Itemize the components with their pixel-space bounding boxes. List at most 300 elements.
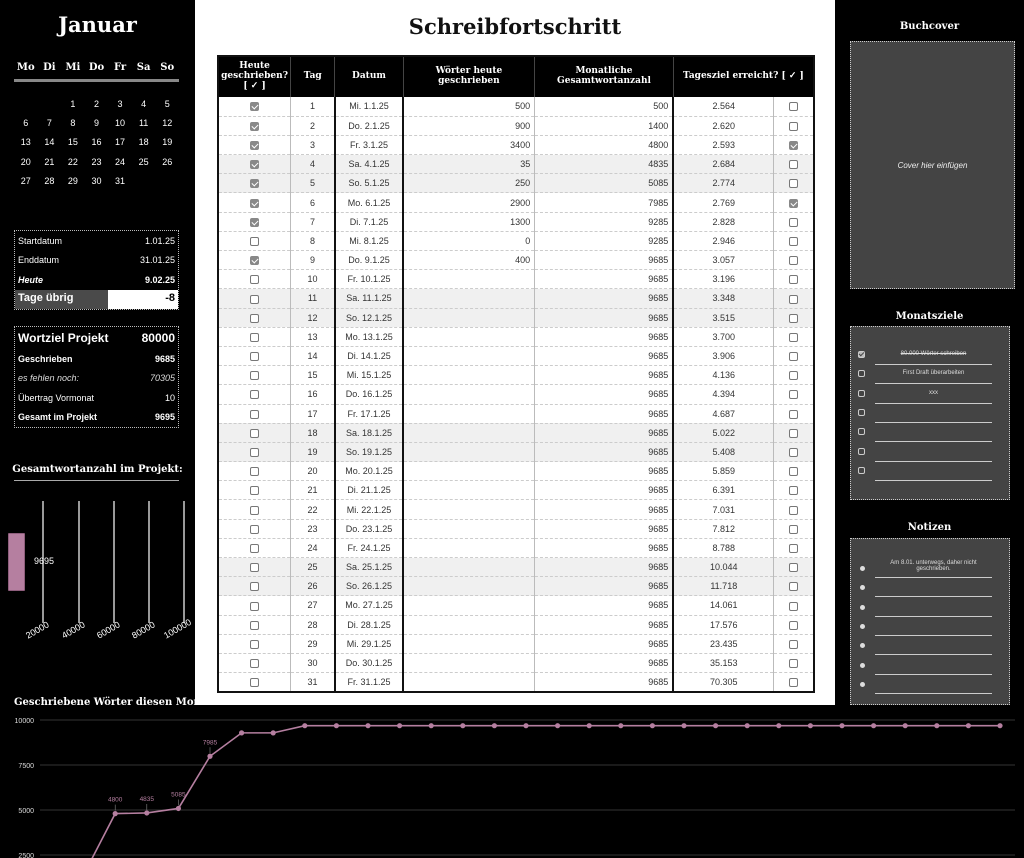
project-goal-value[interactable]: 80000	[141, 331, 175, 345]
daily-goal-cell: 14.061	[673, 596, 773, 615]
written-today-cell	[218, 404, 291, 423]
written-today-checkbox[interactable]	[250, 199, 259, 208]
data-point	[839, 723, 844, 728]
words-today-cell[interactable]	[403, 538, 535, 557]
goal-reached-cell	[774, 500, 814, 519]
goal-reached-checkbox[interactable]	[789, 486, 798, 495]
written-today-checkbox[interactable]	[250, 563, 259, 572]
goal-reached-checkbox[interactable]	[789, 448, 798, 457]
col-header-date: Datum	[335, 56, 403, 97]
words-line	[52, 726, 1000, 858]
goal-reached-cell	[774, 174, 814, 193]
written-today-checkbox[interactable]	[250, 467, 259, 476]
written-today-checkbox[interactable]	[250, 160, 259, 169]
written-today-checkbox[interactable]	[250, 390, 259, 399]
goal-reached-cell	[774, 231, 814, 250]
date-cell: Fr. 17.1.25	[335, 404, 403, 423]
written-today-cell	[218, 481, 291, 500]
goal-checkbox[interactable]	[858, 351, 865, 358]
cover-placeholder[interactable]	[850, 41, 1015, 289]
calendar-blank	[38, 99, 62, 118]
carry-row	[15, 388, 178, 408]
day-cell: 26	[291, 577, 335, 596]
goal-reached-cell	[774, 97, 814, 116]
progress-sheet	[195, 0, 835, 705]
table-row	[218, 577, 814, 596]
calendar-day: 30	[91, 175, 102, 186]
start-date-value[interactable]: 1.01.25	[144, 235, 175, 246]
missing-value: 70305	[149, 373, 175, 384]
written-today-cell	[218, 308, 291, 327]
days-remaining-label: Tage übrig	[15, 290, 108, 309]
end-date-value[interactable]: 31.01.25	[139, 255, 175, 266]
words-today-cell[interactable]	[403, 653, 535, 672]
written-today-checkbox[interactable]	[250, 179, 259, 188]
calendar-day: 27	[20, 175, 31, 186]
goal-reached-cell	[774, 404, 814, 423]
written-today-cell	[218, 500, 291, 519]
weekday-label: Fr	[113, 62, 127, 73]
goal-reached-checkbox[interactable]	[789, 582, 798, 591]
written-today-checkbox[interactable]	[250, 429, 259, 438]
written-today-checkbox[interactable]	[250, 506, 259, 515]
written-today-checkbox[interactable]	[250, 448, 259, 457]
words-today-cell[interactable]	[403, 289, 535, 308]
calendar-day: 21	[44, 156, 55, 167]
words-today-cell[interactable]: 3400	[403, 135, 535, 154]
words-today-cell[interactable]: 250	[403, 174, 535, 193]
written-today-cell	[218, 155, 291, 174]
written-today-checkbox[interactable]	[250, 486, 259, 495]
words-today-cell[interactable]	[403, 404, 535, 423]
monthly-goals-title: Monatsziele	[895, 311, 964, 322]
written-today-checkbox[interactable]	[250, 102, 259, 111]
calendar-day: 13	[20, 137, 31, 148]
bar-x-tick: 60000	[95, 619, 122, 641]
date-cell: Di. 7.1.25	[335, 212, 403, 231]
written-today-checkbox[interactable]	[250, 678, 259, 687]
date-cell: So. 5.1.25	[335, 174, 403, 193]
day-cell: 19	[291, 442, 335, 461]
goal-reached-cell	[774, 596, 814, 615]
words-today-cell[interactable]	[403, 558, 535, 577]
written-today-cell	[218, 327, 291, 346]
words-today-cell[interactable]: 35	[403, 155, 535, 174]
note-item	[851, 674, 1011, 693]
project-goal-row	[15, 327, 178, 349]
calendar-day: 28	[44, 175, 55, 186]
cover-title: Buchcover	[899, 21, 960, 32]
monthly-total-cell: 9685	[535, 577, 674, 596]
written-today-checkbox[interactable]	[250, 659, 259, 668]
chart-title: Geschriebene Wörter diesen Monat:	[14, 697, 216, 708]
cover-placeholder-text: Cover hier einfügen	[897, 160, 968, 170]
table-row	[218, 519, 814, 538]
words-today-cell[interactable]	[403, 615, 535, 634]
calendar-day: 3	[117, 99, 123, 109]
table-row	[218, 97, 814, 116]
day-cell: 31	[291, 673, 335, 692]
written-today-checkbox[interactable]	[250, 333, 259, 342]
goal-text[interactable]: 80.000 Wörter schreiben	[900, 351, 967, 357]
words-today-cell[interactable]: 0	[403, 231, 535, 250]
data-point	[587, 723, 592, 728]
daily-goal-cell: 70.305	[673, 673, 773, 692]
weekday-label: Sa	[136, 62, 151, 73]
left-panel	[0, 0, 195, 700]
written-today-cell	[218, 366, 291, 385]
written-today-checkbox[interactable]	[250, 544, 259, 553]
calendar-day: 26	[162, 156, 173, 167]
goal-reached-checkbox[interactable]	[789, 102, 798, 111]
words-today-cell[interactable]	[403, 596, 535, 615]
bullet-icon	[860, 566, 865, 571]
data-point	[429, 723, 434, 728]
written-today-checkbox[interactable]	[250, 352, 259, 361]
words-today-cell[interactable]	[403, 270, 535, 289]
calendar-day: 9	[93, 118, 99, 129]
daily-goal-cell: 2.564	[673, 97, 773, 116]
goal-reached-cell	[774, 308, 814, 327]
words-today-cell[interactable]	[403, 308, 535, 327]
table-row	[218, 538, 814, 557]
carry-value[interactable]: 10	[164, 392, 175, 403]
words-today-cell[interactable]	[403, 366, 535, 385]
words-today-cell[interactable]	[403, 481, 535, 500]
monthly-total-cell: 9285	[535, 231, 674, 250]
words-today-cell[interactable]	[403, 634, 535, 653]
written-today-cell	[218, 289, 291, 308]
daily-goal-cell: 35.153	[673, 653, 773, 672]
bar-x-tick: 80000	[130, 619, 157, 641]
goal-reached-checkbox[interactable]	[789, 678, 798, 687]
goal-reached-checkbox[interactable]	[789, 429, 798, 438]
daily-goal-cell: 23.435	[673, 634, 773, 653]
goal-reached-checkbox[interactable]	[789, 410, 798, 419]
words-today-cell[interactable]: 2900	[403, 193, 535, 212]
col-header-monthly-total: Monatliche Gesamtwortanzahl	[535, 56, 674, 97]
day-cell: 20	[291, 462, 335, 481]
weekday-label: Di	[43, 62, 56, 73]
goal-checkbox[interactable]	[858, 370, 865, 377]
goal-reached-checkbox[interactable]	[789, 218, 798, 227]
goal-reached-checkbox[interactable]	[789, 506, 798, 515]
words-today-cell[interactable]	[403, 500, 535, 519]
daily-goal-cell: 4.394	[673, 385, 773, 404]
written-today-cell	[218, 634, 291, 653]
data-point	[903, 723, 908, 728]
goal-reached-checkbox[interactable]	[789, 199, 798, 208]
written-today-checkbox[interactable]	[250, 640, 259, 649]
monthly-goal-item	[851, 384, 1011, 403]
goal-reached-checkbox[interactable]	[789, 544, 798, 553]
words-today-cell[interactable]	[403, 673, 535, 692]
daily-goal-cell: 11.718	[673, 577, 773, 596]
day-cell: 24	[291, 538, 335, 557]
words-today-cell[interactable]	[403, 519, 535, 538]
daily-goal-cell: 7.031	[673, 500, 773, 519]
goal-reached-checkbox[interactable]	[789, 602, 798, 611]
calendar-day: 18	[138, 137, 149, 148]
date-cell: Mi. 29.1.25	[335, 634, 403, 653]
bar-x-tick: 100000	[162, 616, 194, 641]
written-today-cell	[218, 231, 291, 250]
monthly-total-cell: 9685	[535, 519, 674, 538]
daily-goal-cell: 3.515	[673, 308, 773, 327]
goal-reached-checkbox[interactable]	[789, 179, 798, 188]
words-today-cell[interactable]: 900	[403, 116, 535, 135]
written-today-cell	[218, 538, 291, 557]
words-today-cell[interactable]: 500	[403, 97, 535, 116]
table-header-row	[218, 56, 814, 97]
data-point	[176, 806, 181, 811]
words-today-cell[interactable]: 1300	[403, 212, 535, 231]
written-today-checkbox[interactable]	[250, 218, 259, 227]
written-today-checkbox[interactable]	[250, 314, 259, 323]
written-today-cell	[218, 519, 291, 538]
date-cell: Do. 9.1.25	[335, 251, 403, 270]
calendar-day: 4	[141, 99, 147, 109]
project-bar-value-label: 9695	[34, 556, 55, 566]
data-point	[997, 723, 1002, 728]
words-today-cell[interactable]	[403, 442, 535, 461]
note-item	[851, 655, 1011, 674]
bar-gridline	[78, 501, 80, 623]
date-cell: Fr. 10.1.25	[335, 270, 403, 289]
carry-label: Übertrag Vormonat	[18, 392, 95, 403]
data-point	[365, 723, 370, 728]
written-today-cell	[218, 251, 291, 270]
goal-reached-cell	[774, 634, 814, 653]
days-remaining-row	[15, 290, 178, 309]
data-point	[650, 723, 655, 728]
goal-reached-checkbox[interactable]	[789, 122, 798, 131]
goal-checkbox[interactable]	[858, 467, 865, 474]
note-item	[851, 558, 1011, 577]
written-today-checkbox[interactable]	[250, 275, 259, 284]
goal-reached-checkbox[interactable]	[789, 390, 798, 399]
words-today-cell[interactable]	[403, 346, 535, 365]
written-today-checkbox[interactable]	[250, 582, 259, 591]
calendar-day: 7	[46, 118, 52, 129]
data-point	[934, 723, 939, 728]
monthly-total-cell: 500	[535, 97, 674, 116]
goal-reached-checkbox[interactable]	[789, 333, 798, 342]
goal-reached-cell	[774, 289, 814, 308]
goal-reached-checkbox[interactable]	[789, 160, 798, 169]
table-row	[218, 442, 814, 461]
goal-checkbox[interactable]	[858, 428, 865, 435]
written-today-checkbox[interactable]	[250, 371, 259, 380]
monthly-total-cell: 9685	[535, 462, 674, 481]
table-row	[218, 500, 814, 519]
written-today-checkbox[interactable]	[250, 122, 259, 131]
table-row	[218, 155, 814, 174]
goal-reached-checkbox[interactable]	[789, 659, 798, 668]
date-cell: Sa. 4.1.25	[335, 155, 403, 174]
words-today-cell[interactable]	[403, 462, 535, 481]
day-cell: 13	[291, 327, 335, 346]
goal-reached-cell	[774, 327, 814, 346]
words-today-cell[interactable]: 400	[403, 251, 535, 270]
date-cell: Mi. 15.1.25	[335, 366, 403, 385]
data-label: 5085	[171, 791, 186, 799]
date-cell: Fr. 31.1.25	[335, 673, 403, 692]
goal-reached-checkbox[interactable]	[789, 467, 798, 476]
days-remaining-value: -8	[108, 290, 178, 309]
goal-reached-checkbox[interactable]	[789, 525, 798, 534]
goal-reached-cell	[774, 116, 814, 135]
goal-reached-checkbox[interactable]	[789, 352, 798, 361]
goal-reached-checkbox[interactable]	[789, 275, 798, 284]
written-today-cell	[218, 596, 291, 615]
bullet-icon	[860, 643, 865, 648]
monthly-total-cell: 9685	[535, 251, 674, 270]
daily-goal-cell: 5.408	[673, 442, 773, 461]
date-cell: Mi. 8.1.25	[335, 231, 403, 250]
words-today-cell[interactable]	[403, 423, 535, 442]
daily-goal-cell: 3.906	[673, 346, 773, 365]
date-cell: Do. 23.1.25	[335, 519, 403, 538]
monthly-total-cell: 5085	[535, 174, 674, 193]
day-cell: 14	[291, 346, 335, 365]
daily-goal-cell: 3.196	[673, 270, 773, 289]
data-point	[618, 723, 623, 728]
goal-reached-cell	[774, 653, 814, 672]
written-today-checkbox[interactable]	[250, 410, 259, 419]
data-point	[713, 723, 718, 728]
project-goal-label: Wortziel Projekt	[18, 331, 109, 345]
calendar-day: 1	[70, 99, 76, 109]
right-panel	[835, 0, 1024, 710]
written-today-checkbox[interactable]	[250, 602, 259, 611]
monthly-total-cell: 1400	[535, 116, 674, 135]
data-point	[302, 723, 307, 728]
calendar-day: 20	[20, 156, 31, 167]
monthly-total-cell: 9685	[535, 653, 674, 672]
date-cell: Mo. 27.1.25	[335, 596, 403, 615]
monthly-goal-item	[851, 461, 1011, 480]
written-today-checkbox[interactable]	[250, 295, 259, 304]
monthly-total-cell: 9685	[535, 538, 674, 557]
table-row	[218, 615, 814, 634]
written-today-checkbox[interactable]	[250, 256, 259, 265]
day-cell: 9	[291, 251, 335, 270]
written-today-cell	[218, 653, 291, 672]
goal-reached-checkbox[interactable]	[789, 621, 798, 630]
written-today-checkbox[interactable]	[250, 525, 259, 534]
date-cell: Do. 30.1.25	[335, 653, 403, 672]
table-row	[218, 596, 814, 615]
table-row	[218, 116, 814, 135]
monthly-total-cell: 9685	[535, 500, 674, 519]
date-cell: Sa. 25.1.25	[335, 558, 403, 577]
goal-checkbox[interactable]	[858, 448, 865, 455]
progress-table	[217, 55, 815, 693]
calendar-day: 6	[23, 118, 29, 129]
goal-reached-checkbox[interactable]	[789, 141, 798, 150]
monthly-total-cell: 9685	[535, 442, 674, 461]
table-row	[218, 231, 814, 250]
date-cell: So. 19.1.25	[335, 442, 403, 461]
goal-reached-cell	[774, 442, 814, 461]
goal-reached-checkbox[interactable]	[789, 237, 798, 246]
y-tick-label: 5000	[18, 808, 34, 815]
date-cell: Mi. 22.1.25	[335, 500, 403, 519]
day-cell: 28	[291, 615, 335, 634]
daily-goal-cell: 2.946	[673, 231, 773, 250]
goal-checkbox[interactable]	[858, 409, 865, 416]
written-today-checkbox[interactable]	[250, 237, 259, 246]
data-point	[776, 723, 781, 728]
written-today-cell	[218, 135, 291, 154]
table-row	[218, 346, 814, 365]
words-today-cell[interactable]	[403, 327, 535, 346]
goal-checkbox[interactable]	[858, 390, 865, 397]
goal-reached-checkbox[interactable]	[789, 295, 798, 304]
daily-goal-cell: 3.057	[673, 251, 773, 270]
daily-goal-cell: 3.348	[673, 289, 773, 308]
goal-reached-checkbox[interactable]	[789, 256, 798, 265]
goal-reached-checkbox[interactable]	[789, 640, 798, 649]
data-point	[808, 723, 813, 728]
day-cell: 11	[291, 289, 335, 308]
calendar-day: 22	[67, 156, 78, 167]
note-text[interactable]: Am 8.01. unterwegs, daher nicht geschrieben.	[890, 560, 977, 572]
written-today-cell	[218, 97, 291, 116]
table-row	[218, 327, 814, 346]
calendar-day: 8	[70, 118, 76, 129]
missing-label: es fehlen noch:	[18, 373, 80, 384]
goal-text[interactable]: xxx	[929, 389, 938, 396]
table-row	[218, 462, 814, 481]
written-row	[15, 349, 178, 369]
weekday-label: Do	[88, 62, 105, 73]
calendar-day: 15	[67, 137, 78, 148]
goal-reached-cell	[774, 385, 814, 404]
line-chart-canvas	[0, 695, 1024, 858]
goal-reached-cell	[774, 155, 814, 174]
goal-reached-cell	[774, 519, 814, 538]
data-point	[966, 723, 971, 728]
calendar-day: 14	[44, 137, 55, 148]
day-cell: 22	[291, 500, 335, 519]
words-today-cell[interactable]	[403, 577, 535, 596]
goal-reached-checkbox[interactable]	[789, 314, 798, 323]
calendar-divider	[14, 79, 179, 82]
words-today-cell[interactable]	[403, 385, 535, 404]
calendar-day: 24	[115, 156, 126, 167]
start-date-row	[15, 231, 178, 251]
daily-goal-cell: 5.859	[673, 462, 773, 481]
date-cell: So. 26.1.25	[335, 577, 403, 596]
written-today-cell	[218, 212, 291, 231]
monthly-total-cell: 4800	[535, 135, 674, 154]
goal-reached-cell	[774, 673, 814, 692]
date-cell: Mo. 6.1.25	[335, 193, 403, 212]
goal-reached-checkbox[interactable]	[789, 563, 798, 572]
written-today-checkbox[interactable]	[250, 141, 259, 150]
col-header-daily-goal: Tagesziel erreicht? [ ✓ ]	[673, 56, 814, 97]
daily-goal-cell: 2.593	[673, 135, 773, 154]
daily-goal-cell: 2.769	[673, 193, 773, 212]
data-point	[271, 730, 276, 735]
written-today-checkbox[interactable]	[250, 621, 259, 630]
goal-text[interactable]: First Draft überarbeiten	[902, 370, 965, 377]
goal-reached-checkbox[interactable]	[789, 371, 798, 380]
data-point	[207, 754, 212, 759]
bar-gridline	[183, 501, 185, 623]
